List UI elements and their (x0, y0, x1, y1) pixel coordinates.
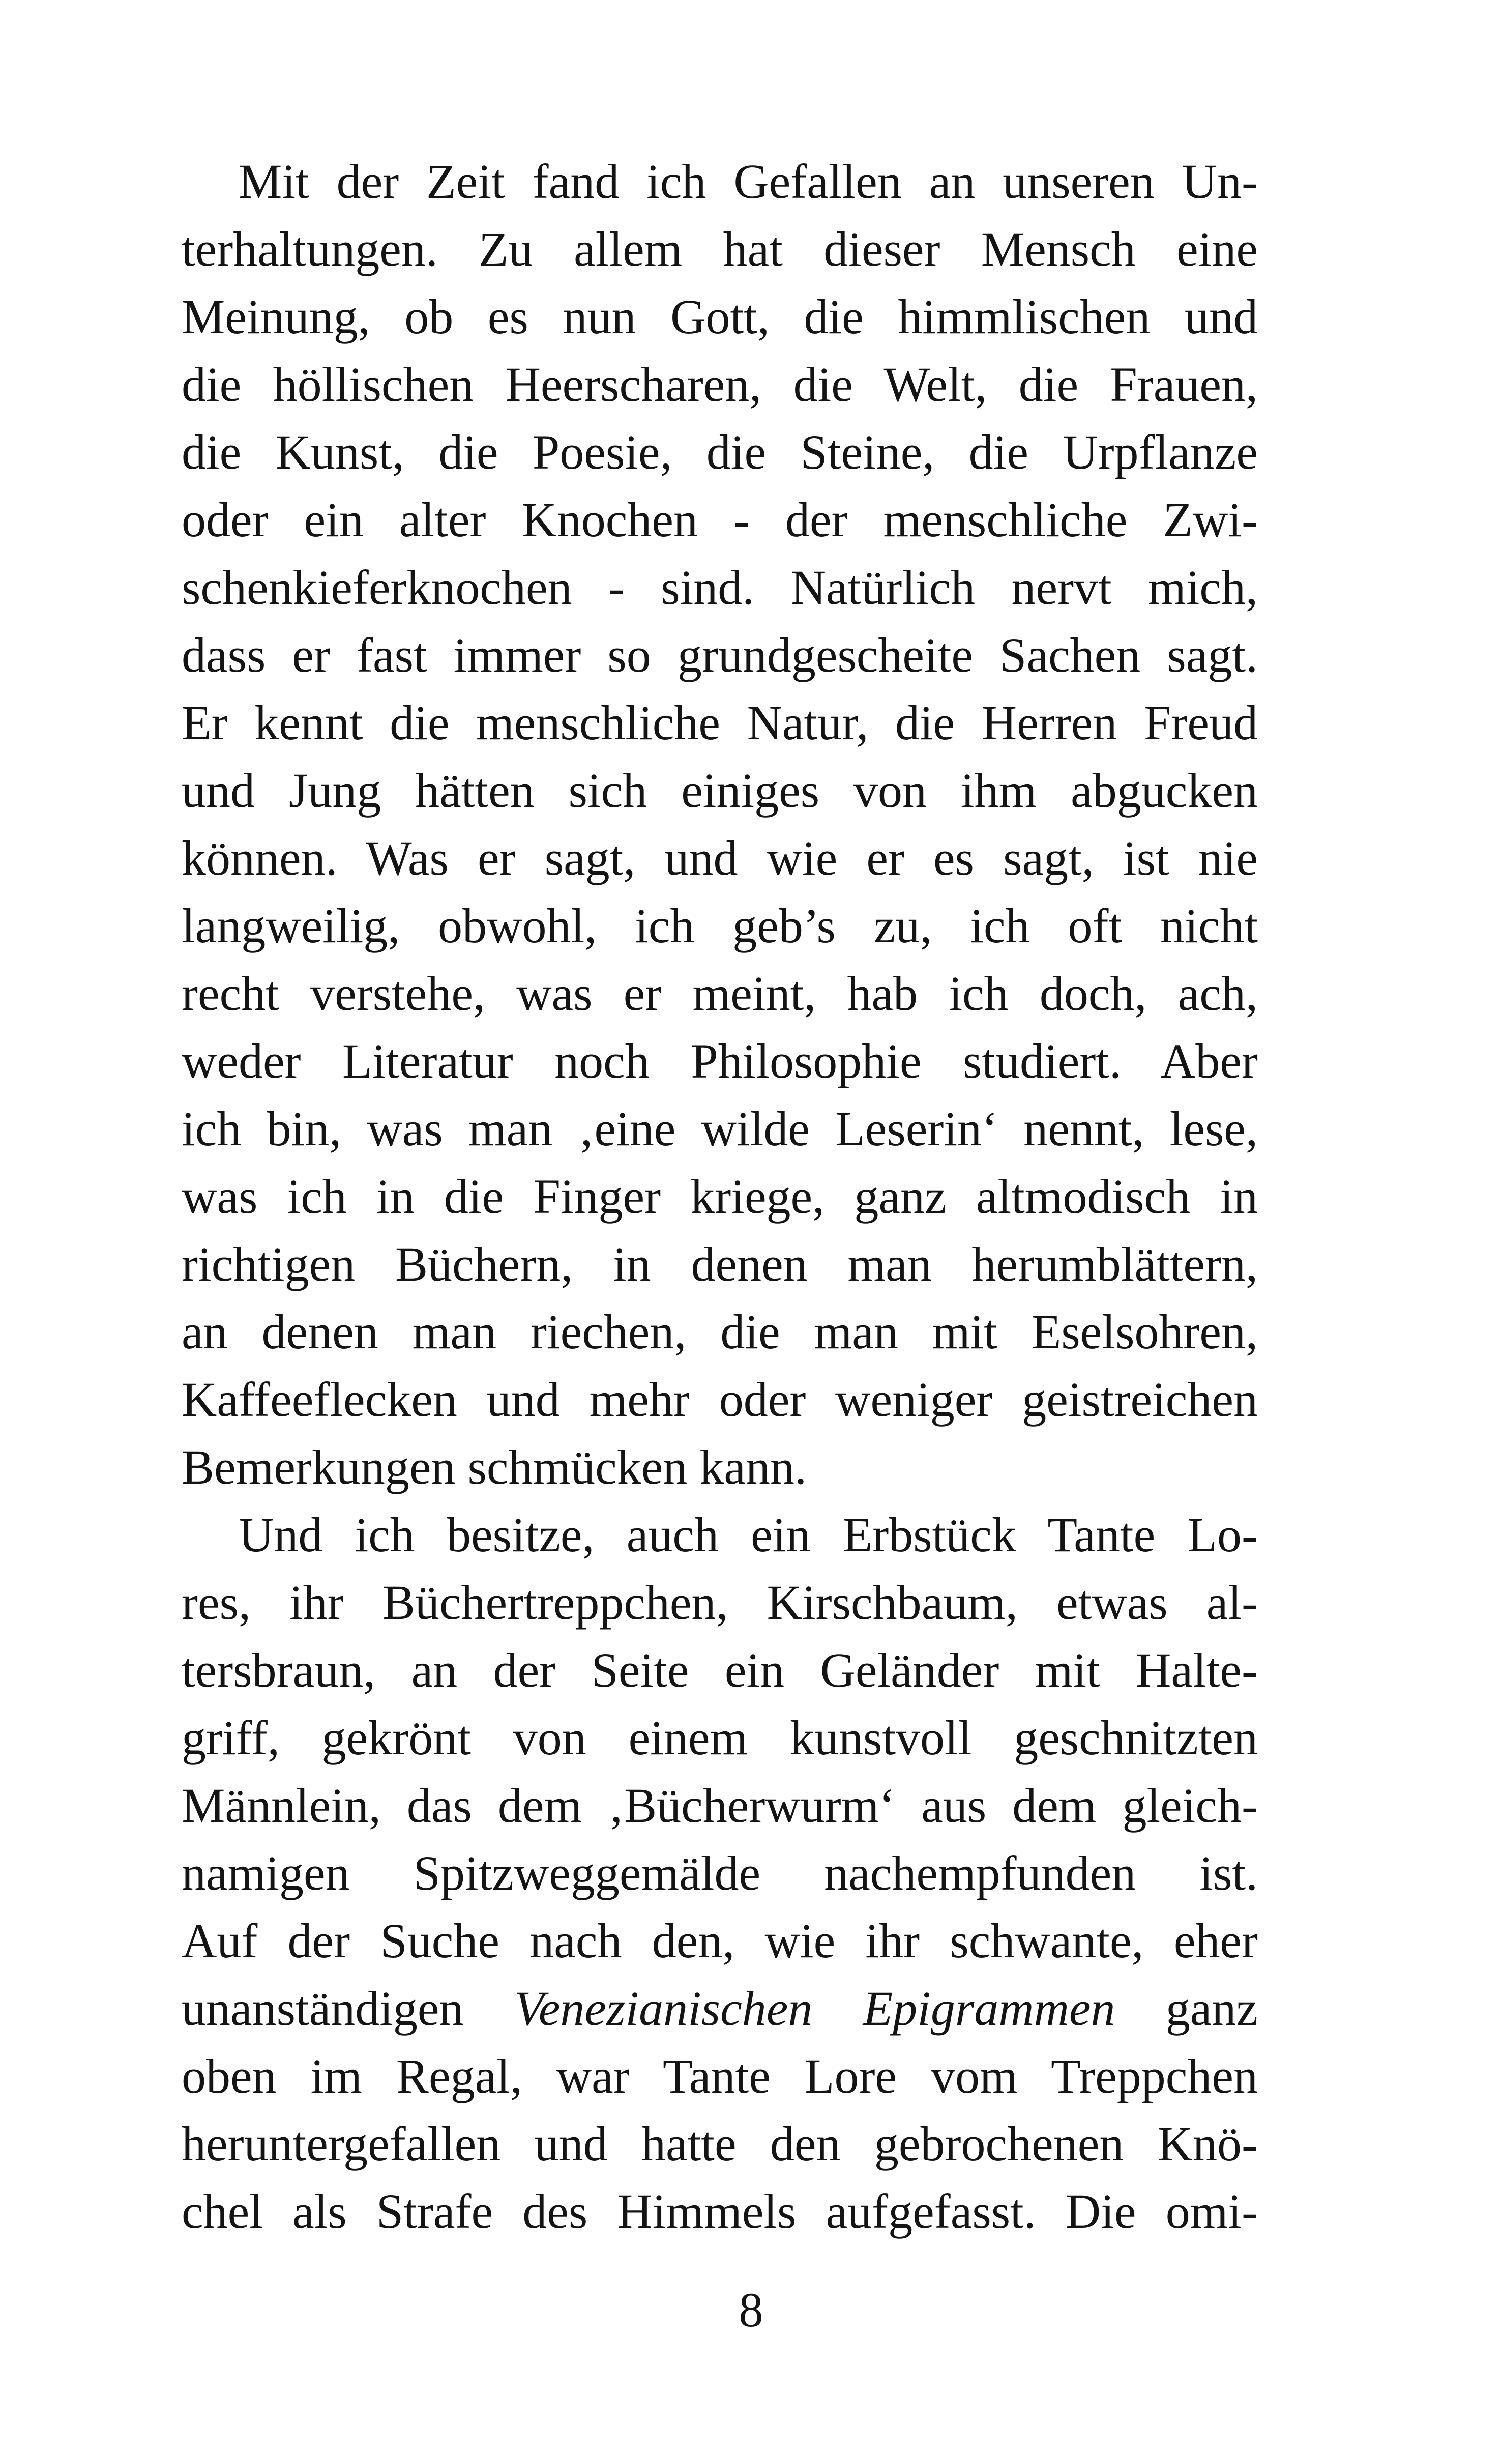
text-line: schenkieferknochen - sind. Natürlich nervt mich, (182, 560, 1258, 615)
text-line: oder ein alter Knochen - der menschliche Zwi- (182, 492, 1258, 547)
body-text (182, 148, 1258, 2245)
text-line: ich bin, was man ‚eine wilde Leserin‘ nennt, lese, (182, 1101, 1258, 1156)
text-segment: ganz (1115, 1981, 1258, 2036)
text-line: Er kennt die menschliche Natur, die Herren Freud (182, 695, 1258, 750)
text-line: richtigen Büchern, in denen man herumblättern, (182, 1237, 1258, 1291)
text-line: Bemerkungen schmücken kann. (182, 1440, 807, 1494)
text-line: die Kunst, die Poesie, die Steine, die Urpflanze (182, 425, 1258, 479)
text-line: chel als Strafe des Himmels aufgefasst. Die omi- (182, 2184, 1258, 2239)
text-line: Kaffeeflecken und mehr oder weniger geistreichen (182, 1372, 1258, 1427)
text-line: und Jung hätten sich einiges von ihm abgucken (182, 763, 1258, 818)
text-line: heruntergefallen und hatte den gebrochenen Knö- (182, 2117, 1258, 2171)
text-line-with-italic (182, 1975, 1258, 2042)
text-line: Männlein, das dem ‚Bücherwurm‘ aus dem gleich- (182, 1778, 1258, 1833)
italic-title: Venezianischen Epigrammen (514, 1981, 1115, 2036)
text-line: griff, gekrönt von einem kunstvoll geschnitzten (182, 1711, 1258, 1765)
text-line: können. Was er sagt, und wie er es sagt, ist nie (182, 831, 1258, 885)
text-line: Auf der Suche nach den, wie ihr schwante, eher (182, 1914, 1258, 1968)
text-line: recht verstehe, was er meint, hab ich doch, ach, (182, 966, 1258, 1021)
text-line: Mit der Zeit fand ich Gefallen an unseren Un- (239, 154, 1258, 209)
text-line: weder Literatur noch Philosophie studiert. Aber (182, 1034, 1258, 1088)
text-line: res, ihr Büchertreppchen, Kirschbaum, etwas al- (182, 1575, 1258, 1630)
page-number: 8 (739, 2282, 763, 2337)
text-line: die höllischen Heerscharen, die Welt, die Frauen, (182, 357, 1258, 412)
text-line: terhaltungen. Zu allem hat dieser Mensch eine (182, 222, 1258, 276)
text-line: tersbraun, an der Seite ein Geländer mit Halte- (182, 1643, 1258, 1697)
text-line: namigen Spitzweggemälde nachempfunden ist. (182, 1846, 1258, 1900)
text-line: was ich in die Finger kriege, ganz altmodisch in (182, 1169, 1258, 1224)
text-line: Meinung, ob es nun Gott, die himmlischen und (182, 289, 1258, 344)
text-line: Und ich besitze, auch ein Erbstück Tante Lo- (239, 1508, 1258, 1562)
text-line: langweilig, obwohl, ich geb’s zu, ich oft nicht (182, 898, 1258, 953)
text-line: an denen man riechen, die man mit Eselsohren, (182, 1305, 1258, 1359)
text-segment: unanständigen (182, 1981, 514, 2036)
text-line: dass er fast immer so grundgescheite Sachen sagt. (182, 628, 1258, 682)
text-line: oben im Regal, war Tante Lore vom Treppchen (182, 2049, 1258, 2103)
